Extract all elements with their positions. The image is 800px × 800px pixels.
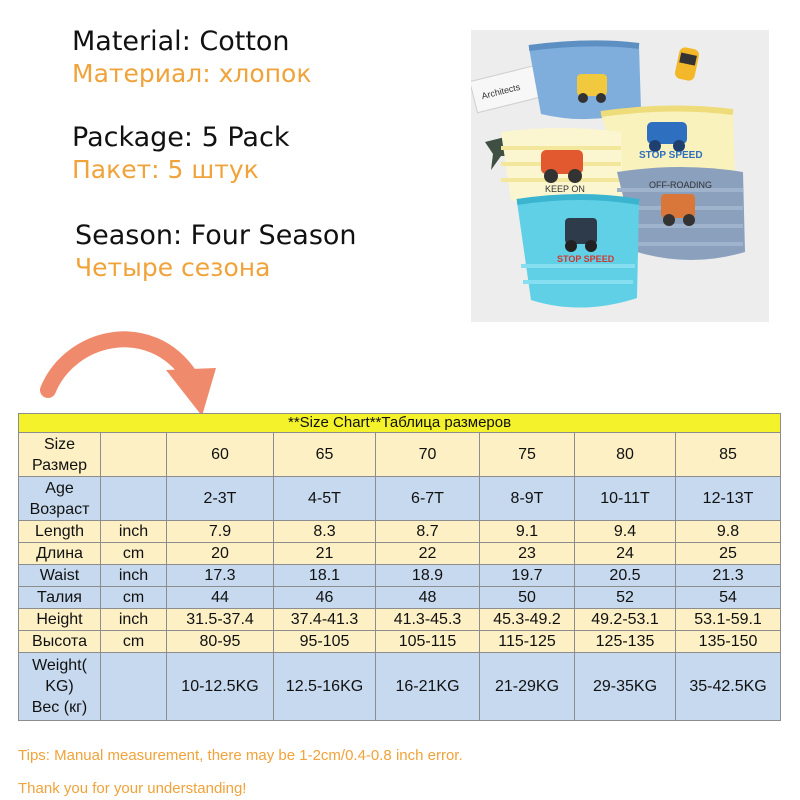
length-cm-value: 23 — [480, 543, 575, 565]
waist-label-ru: Талия — [19, 587, 101, 609]
empty-cell — [101, 477, 167, 521]
length-inch-value: 8.3 — [274, 521, 376, 543]
waist-inch-value: 21.3 — [676, 565, 781, 587]
height-cm-row — [19, 631, 781, 653]
length-inch-value: 9.4 — [575, 521, 676, 543]
empty-cell — [101, 433, 167, 477]
decorative-arrow-icon — [40, 318, 230, 418]
empty-cell — [101, 653, 167, 721]
height-label-en: Height — [19, 609, 101, 631]
height-inch-value: 53.1-59.1 — [676, 609, 781, 631]
age-value: 4-5T — [274, 477, 376, 521]
waist-inch-value: 18.9 — [376, 565, 480, 587]
size-chart-title: **Size Chart**Таблица размеров — [19, 414, 781, 433]
size-value: 75 — [480, 433, 575, 477]
unit-inch: inch — [101, 565, 167, 587]
age-value: 12-13T — [676, 477, 781, 521]
weight-value: 21-29KG — [480, 653, 575, 721]
age-value: 10-11T — [575, 477, 676, 521]
length-inch-value: 7.9 — [167, 521, 274, 543]
photo-brief-label-1: STOP SPEED — [639, 150, 703, 161]
length-cm-value: 22 — [376, 543, 480, 565]
height-cm-value: 105-115 — [376, 631, 480, 653]
waist-inch-value: 17.3 — [167, 565, 274, 587]
product-photo — [471, 30, 769, 322]
size-row — [19, 433, 781, 477]
age-value: 6-7T — [376, 477, 480, 521]
waist-inch-row — [19, 565, 781, 587]
size-chart-title-row — [19, 414, 781, 433]
waist-cm-value: 44 — [167, 587, 274, 609]
length-inch-value: 9.8 — [676, 521, 781, 543]
length-label-en: Length — [19, 521, 101, 543]
age-label-ru: Возраст — [29, 500, 90, 518]
height-cm-value: 125-135 — [575, 631, 676, 653]
unit-cm: cm — [101, 631, 167, 653]
age-row — [19, 477, 781, 521]
height-label-ru: Высота — [19, 631, 101, 653]
height-inch-value: 37.4-41.3 — [274, 609, 376, 631]
unit-inch: inch — [101, 609, 167, 631]
photo-brief-label-2: KEEP ON — [545, 184, 585, 194]
size-value: 65 — [274, 433, 376, 477]
age-label — [19, 477, 101, 521]
length-cm-row — [19, 543, 781, 565]
material-ru: Материал: хлопок — [72, 59, 312, 88]
weight-value: 16-21KG — [376, 653, 480, 721]
photo-brief-label-4: STOP SPEED — [557, 254, 615, 264]
height-cm-value: 95-105 — [274, 631, 376, 653]
waist-inch-value: 18.1 — [274, 565, 376, 587]
weight-value: 10-12.5KG — [167, 653, 274, 721]
waist-cm-value: 48 — [376, 587, 480, 609]
age-value: 2-3T — [167, 477, 274, 521]
weight-label — [19, 653, 101, 721]
material-spec — [72, 28, 311, 86]
height-cm-value: 80-95 — [167, 631, 274, 653]
length-cm-value: 21 — [274, 543, 376, 565]
season-ru: Четыре сезона — [75, 253, 271, 282]
package-spec — [72, 124, 289, 182]
weight-label-line1: Weight( — [32, 657, 87, 674]
weight-label-line3: Вес (кг) — [31, 699, 88, 716]
size-label-en: Size — [43, 435, 76, 453]
weight-label-line2: KG) — [45, 678, 74, 695]
weight-value: 12.5-16KG — [274, 653, 376, 721]
waist-cm-value: 50 — [480, 587, 575, 609]
length-inch-row — [19, 521, 781, 543]
material-en: Material: Cotton — [72, 26, 290, 57]
season-spec — [75, 222, 357, 280]
unit-inch: inch — [101, 521, 167, 543]
length-cm-value: 20 — [167, 543, 274, 565]
age-value: 8-9T — [480, 477, 575, 521]
waist-cm-value: 54 — [676, 587, 781, 609]
size-value: 85 — [676, 433, 781, 477]
measurement-tip: Tips: Manual measurement, there may be 1-2cm/0.4-0.8 inch error. — [18, 747, 463, 764]
thank-you-note: Thank you for your understanding! — [18, 780, 247, 797]
height-cm-value: 115-125 — [480, 631, 575, 653]
age-label-en: Age — [45, 479, 74, 497]
size-label-ru: Размер — [32, 456, 87, 474]
weight-value: 35-42.5KG — [676, 653, 781, 721]
length-cm-value: 24 — [575, 543, 676, 565]
size-label — [19, 433, 101, 477]
photo-brief-label-3: OFF-ROADING — [649, 180, 712, 190]
waist-cm-value: 52 — [575, 587, 676, 609]
height-inch-value: 49.2-53.1 — [575, 609, 676, 631]
length-label-ru: Длина — [19, 543, 101, 565]
season-en: Season: Four Season — [75, 220, 357, 251]
waist-cm-row — [19, 587, 781, 609]
waist-inch-value: 19.7 — [480, 565, 575, 587]
waist-cm-value: 46 — [274, 587, 376, 609]
package-en: Package: 5 Pack — [72, 122, 290, 153]
waist-label-en: Waist — [19, 565, 101, 587]
package-ru: Пакет: 5 штук — [72, 155, 259, 184]
length-inch-value: 8.7 — [376, 521, 480, 543]
height-inch-row — [19, 609, 781, 631]
waist-inch-value: 20.5 — [575, 565, 676, 587]
height-inch-value: 45.3-49.2 — [480, 609, 575, 631]
product-photo-illustration — [471, 30, 769, 322]
size-value: 60 — [167, 433, 274, 477]
size-chart-table — [18, 413, 781, 721]
unit-cm: cm — [101, 543, 167, 565]
size-value: 80 — [575, 433, 676, 477]
weight-value: 29-35KG — [575, 653, 676, 721]
height-inch-value: 41.3-45.3 — [376, 609, 480, 631]
size-value: 70 — [376, 433, 480, 477]
unit-cm: cm — [101, 587, 167, 609]
length-cm-value: 25 — [676, 543, 781, 565]
weight-row — [19, 653, 781, 721]
height-cm-value: 135-150 — [676, 631, 781, 653]
photo-sign-text: Architects — [480, 81, 522, 102]
height-inch-value: 31.5-37.4 — [167, 609, 274, 631]
length-inch-value: 9.1 — [480, 521, 575, 543]
